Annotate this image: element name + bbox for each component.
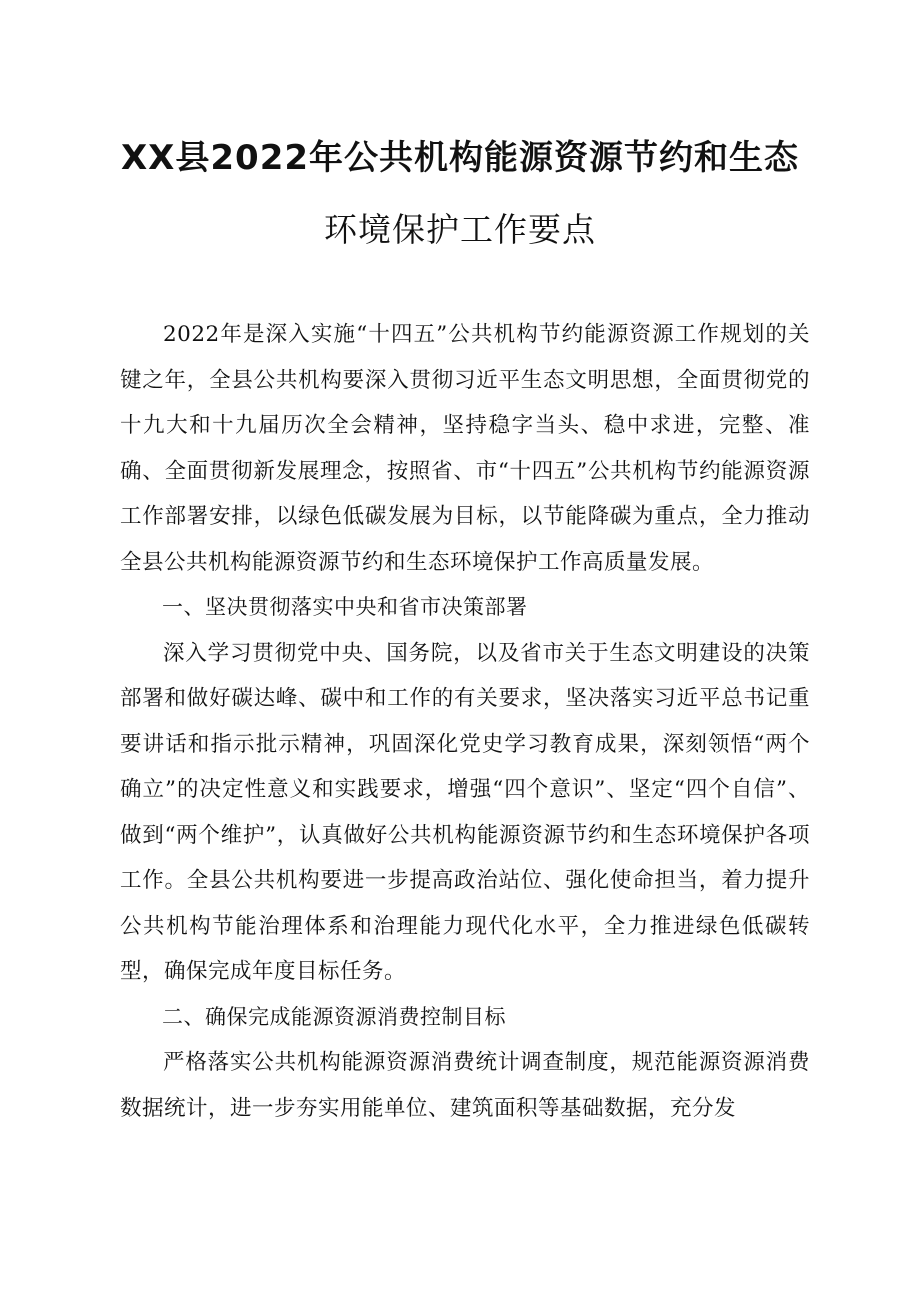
section-2-heading: 二、确保完成能源资源消费控制目标 [162,1004,506,1029]
section-1-paragraph: 深入学习贯彻党中央、国务院，以及省市关于生态文明建设的决策部署和做好碳达峰、碳中和工作的有关要求，坚决落实习近平总书记重要讲话和指示批示精神，巩固深化党史学习教育成果，深刻领悟“两个确立”的决定性意义和实践要求，增强“四个意识”、坚定“四个自信”、做到“两个维护”，认真做好公共机构能源资源节约和生态环境保护各项工作。全县公共机构要进一步提高政治站位、强化使命担当，着力提升公共机构节能治理体系和治理能力现代化水平，全力推进绿色低碳转型，确保完成年度目标任务。 [120,640,810,984]
section-1-heading: 一、坚决贯彻落实中央和省市决策部署 [162,595,528,619]
section-2-paragraph: 严格落实公共机构能源资源消费统计调查制度，规范能源资源消费数据统计，进一步夯实用能单位、建筑面积等基础数据，充分发 [120,1050,810,1121]
intro-paragraph: 2022年是深入实施“十四五”公共机构节约能源资源工作规划的关键之年，全县公共机构要深入贯彻习近平生态文明思想，全面贯彻党的十九大和十九届历次全会精神，坚持稳字当头、稳中求进，完整、准确、全面贯彻新发展理念，按照省、市“十四五”公共机构节约能源资源工作部署安排，以绿色低碳发展为目标，以节能降碳为重点，全力推动全县公共机构能源资源节约和生态环境保护工作高质量发展。 [120,322,810,575]
document-title-line2: 环境保护工作要点 [324,210,596,249]
document-title-line1: XX县2022年公共机构能源资源节约和生态 [120,138,800,178]
document-body [120,312,810,1131]
